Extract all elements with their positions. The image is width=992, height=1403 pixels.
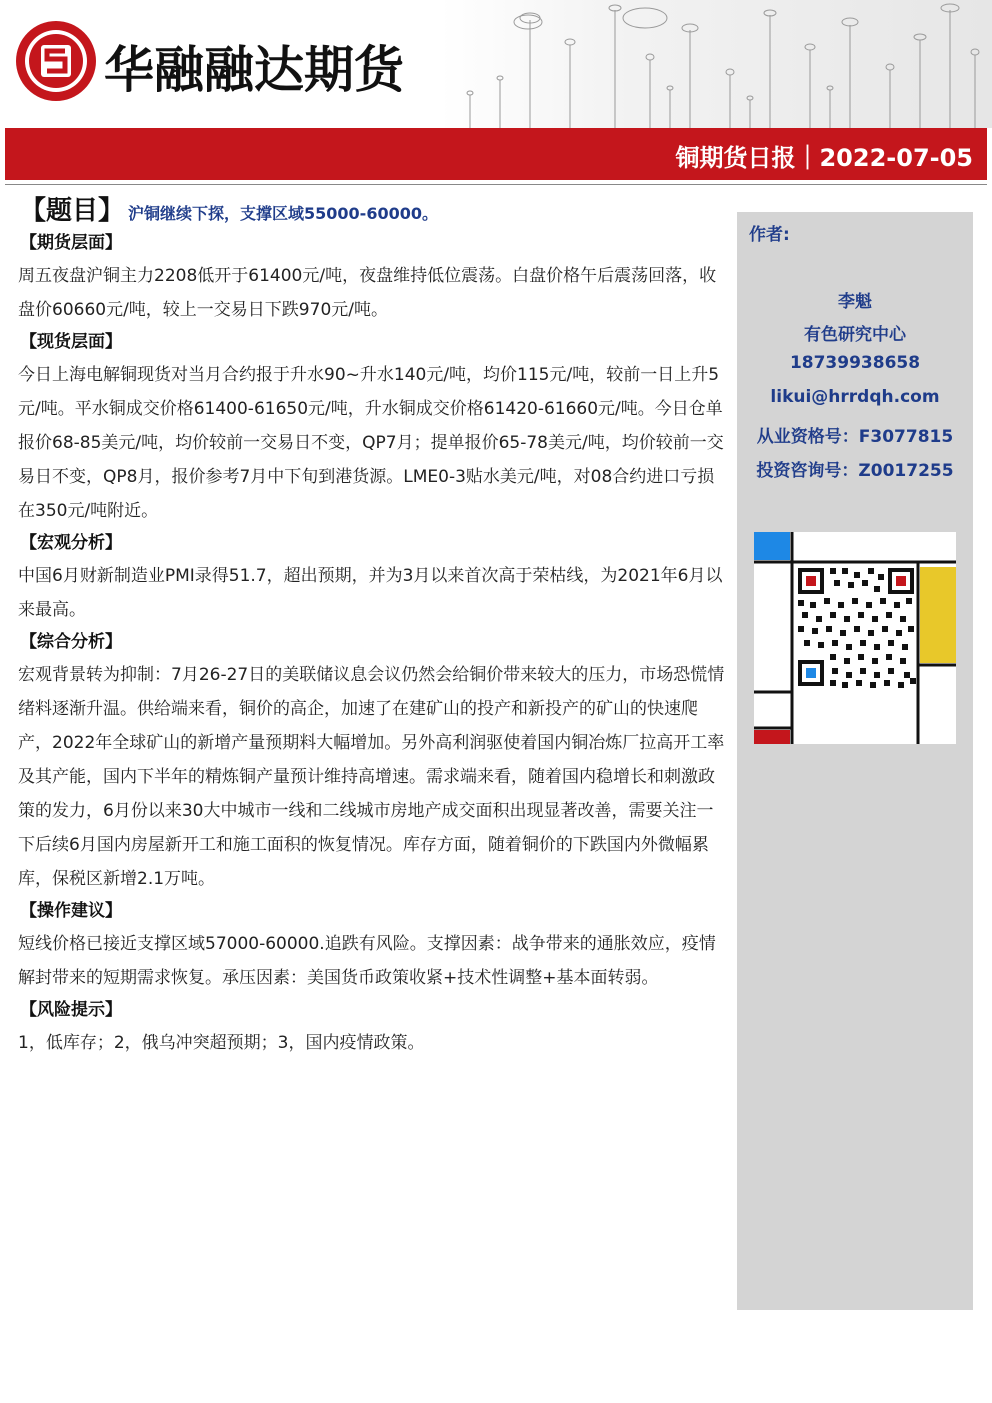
section-advice [18,896,730,995]
author-sidebar [737,212,973,1310]
section-heading: 【宏观分析】 [20,533,122,553]
section-heading: 【期货层面】 [20,233,122,253]
section-spot [18,327,730,528]
section-overall [18,627,730,896]
company-logo-icon [13,18,99,104]
section-heading: 【综合分析】 [20,632,122,652]
topic-text: 沪铜继续下探，支撑区域55000-60000。 [128,204,438,223]
section-body: 中国6月财新制造业PMI录得51.7，超出预期，并为3月以来首次高于荣枯线，为2021年6月以来最高。 [18,566,723,620]
report-title-bar [5,128,987,180]
section-body: 今日上海电解铜现货对当月合约报于升水90~升水140元/吨，均价115元/吨，较前一日上升5元/吨。平水铜成交价格61400-61650元/吨，升水铜成交价格61420-61660元/吨。今日仓单报价68-85美元/吨，均价较前一交易日不变，QP7月；提单报价65-78美元/吨，均价较前一交易日不变，QP8月，报价参考7月中下旬到港货源。LME0-3贴水美元/吨，对08合约进口亏损在350元/吨附近。 [18,365,724,521]
section-futures [18,228,730,327]
report-title: 铜期货日报｜2022-07-05 [675,144,973,172]
section-body: 1，低库存；2，俄乌冲突超预期；3，国内疫情政策。 [18,1033,425,1053]
author-email[interactable]: likui@hrrdqh.com [770,387,940,407]
brand-name: 华融融达期货 [104,41,404,99]
topic-row [18,190,730,228]
author-department: 有色研究中心 [804,325,906,345]
section-body: 宏观背景转为抑制：7月26-27日的美联储议息会议仍然会给铜价带来较大的压力，市场恐慌情绪料逐渐升温。供给端来看，铜价的高企，加速了在建矿山的投产和新投产的矿山的快速爬产，2022年全球矿山的新增产量预期料大幅增加。另外高利润驱使着国内铜冶炼厂拉高开工率及其产能，国内下半年的精炼铜产量预计维持高增速。需求端来看，随着国内稳增长和刺激政策的发力，6月份以来30大中城市一线和二线城市房地产成交面积出现显著改善，需要关注一下后续6月国内房屋新开工和施工面积的恢复情况。库存方面，随着铜价的下跌国内外微幅累库，保税区新增2.1万吨。 [18,665,725,889]
section-heading: 【操作建议】 [20,901,122,921]
qr-code-icon[interactable] [754,532,956,744]
section-heading: 【风险提示】 [20,1000,122,1020]
header-divider [5,184,987,185]
section-risk [18,995,730,1060]
header-decoration [440,0,992,128]
section-body: 周五夜盘沪铜主力2208低开于61400元/吨，夜盘维持低位震荡。白盘价格午后震荡回落，收盘价60660元/吨，较上一交易日下跌970元/吨。 [18,266,717,320]
author-name: 李魁 [838,292,872,312]
author-license-advisory: 投资咨询号：Z0017255 [756,461,954,481]
author-phone: 18739938658 [789,353,921,373]
page-header [0,0,992,130]
section-body: 短线价格已接近支撑区域57000-60000.追跌有风险。支撑因素：战争带来的通胀效应，疫情解封带来的短期需求恢复。承压因素：美国货币政策收紧+技术性调整+基本面转弱。 [18,934,716,988]
author-license-practice: 从业资格号：F3077815 [756,427,954,447]
section-heading: 【现货层面】 [20,332,122,352]
topic-label: 【题目】 [20,196,125,226]
section-macro [18,528,730,627]
report-body [18,190,730,1060]
author-label: 作者: [749,225,790,245]
